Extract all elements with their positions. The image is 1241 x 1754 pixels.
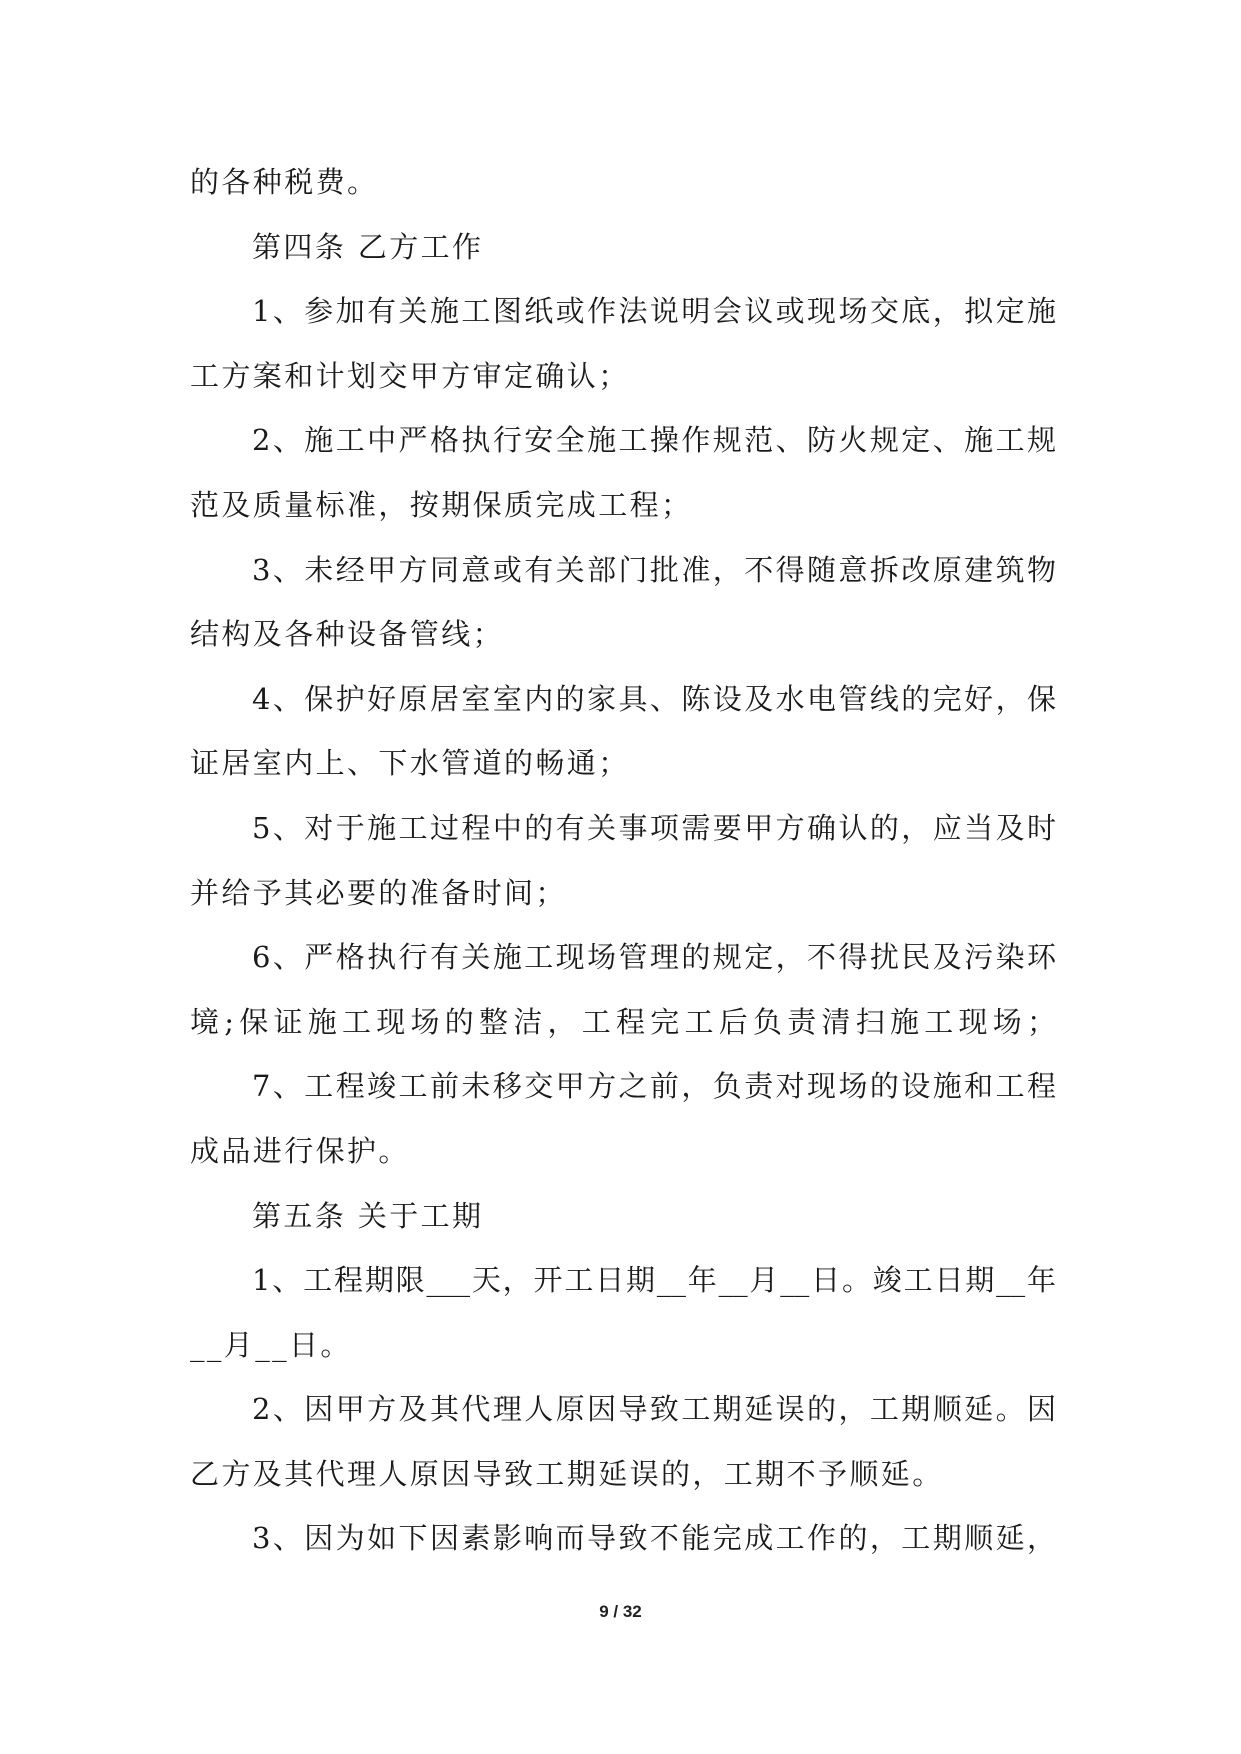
document-body <box>190 150 1056 1571</box>
text-line: 并给予其必要的准备时间； <box>190 875 567 910</box>
text-line: 3、因为如下因素影响而导致不能完成工作的，工期顺延， <box>252 1521 1056 1556</box>
text-line: 4、保护好原居室室内的家具、陈设及水电管线的完好，保 <box>252 681 1056 716</box>
text-line: 6、严格执行有关施工现场管理的规定，不得扰民及污染环 <box>252 940 1056 975</box>
text-line: 的各种税费。 <box>190 165 379 199</box>
text-line: 成品进行保护。 <box>190 1133 410 1168</box>
text-line: 范及质量标准，按期保质完成工程； <box>190 487 693 522</box>
text-line: 结构及各种设备管线； <box>190 617 505 652</box>
text-line: 工方案和计划交甲方审定确认； <box>190 358 630 393</box>
text-line: 2、因甲方及其代理人原因导致工期延误的，工期顺延。因 <box>252 1392 1056 1427</box>
text-line: 3、未经甲方同意或有关部门批准，不得随意拆改原建筑物 <box>252 552 1056 587</box>
text-line: 第四条 乙方工作 <box>252 229 484 264</box>
text-line: 1、参加有关施工图纸或作法说明会议或现场交底，拟定施 <box>252 294 1056 329</box>
page-number: 9 / 32 <box>599 1602 642 1621</box>
text-line: 1、工程期限___天，开工日期__年__月__日。竣工日期__年 <box>252 1263 1056 1298</box>
text-line: 境;保证施工现场的整洁，工程完工后负责清扫施工现场； <box>190 1004 1056 1039</box>
text-line: 7、工程竣工前未移交甲方之前，负责对现场的设施和工程 <box>252 1069 1056 1104</box>
text-line: __月__日。 <box>190 1327 352 1362</box>
text-line: 第五条 关于工期 <box>252 1198 484 1233</box>
text-line: 乙方及其代理人原因导致工期延误的，工期不予顺延。 <box>190 1456 944 1491</box>
text-line: 5、对于施工过程中的有关事项需要甲方确认的，应当及时 <box>252 810 1056 845</box>
text-line: 2、施工中严格执行安全施工操作规范、防火规定、施工规 <box>252 423 1056 458</box>
text-line: 证居室内上、下水管道的畅通； <box>190 746 630 781</box>
